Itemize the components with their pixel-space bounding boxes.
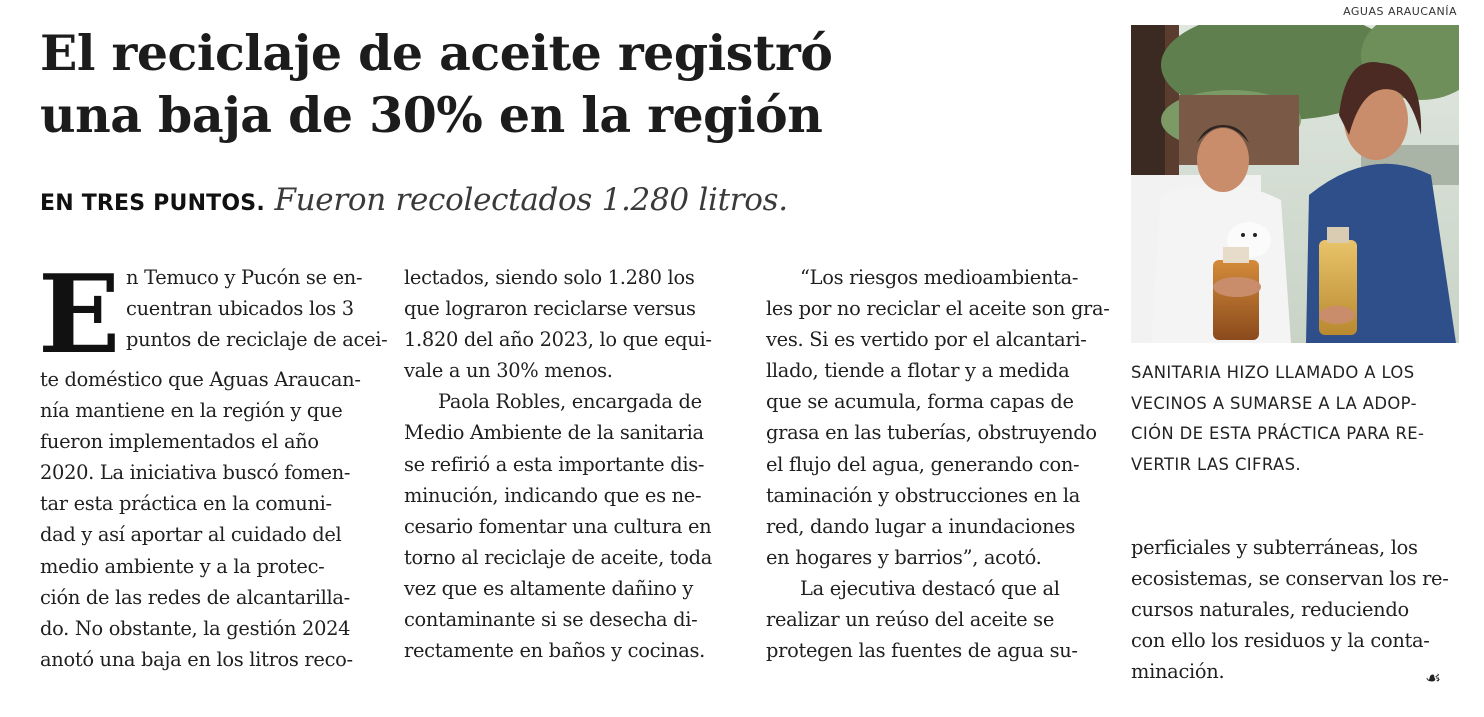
- headline-line: El reciclaje de aceite registró: [40, 24, 833, 82]
- body-line: les por no reciclar el aceite son gra-: [766, 297, 1110, 321]
- photo-caption: [1131, 358, 1467, 480]
- end-mark-icon: ☙: [1425, 668, 1442, 689]
- body-line: con ello los residuos y la conta-: [1131, 629, 1430, 653]
- body-line: contaminante si se desecha di-: [404, 608, 698, 632]
- body-line: grasa en las tuberías, obstruyendo: [766, 421, 1097, 445]
- body-line: ecosistemas, se conservan los re-: [1131, 567, 1449, 591]
- body-line: medio ambiente y a la protec-: [40, 554, 325, 578]
- body-line: “Los riesgos medioambienta-: [800, 266, 1079, 289]
- article-column-3: [766, 262, 1110, 666]
- caption-line: VERTIR LAS CIFRAS.: [1131, 454, 1302, 474]
- body-line: anotó una baja en los litros reco-: [40, 647, 353, 671]
- body-line: realizar un reúso del aceite se: [766, 608, 1054, 632]
- body-line: se refirió a esta importante dis-: [404, 452, 705, 476]
- body-line: cuentran ubicados los 3: [126, 297, 354, 321]
- body-line: tar esta práctica en la comuni-: [40, 492, 332, 516]
- article-column-1: [38, 252, 388, 675]
- body-line: rectamente en baños y cocinas.: [404, 639, 705, 663]
- article-column-4: [1131, 532, 1461, 687]
- body-line: cesario fomentar una cultura en: [404, 514, 712, 538]
- body-line: lectados, siendo solo 1.280 los: [404, 266, 695, 289]
- body-line: nía mantiene en la región y que: [40, 399, 343, 423]
- body-line: que lograron reciclarse versus: [404, 297, 696, 321]
- body-line: minución, indicando que es ne-: [404, 483, 702, 507]
- photo-illustration: [1131, 25, 1459, 343]
- body-line: 1.820 del año 2023, lo que equi-: [404, 328, 712, 352]
- body-line: cursos naturales, reduciendo: [1131, 598, 1409, 622]
- body-line: en hogares y barrios”, acotó.: [766, 545, 1042, 569]
- dek: Fueron recolectados 1.280 litros.: [274, 182, 788, 218]
- kicker: EN TRES PUNTOS.: [40, 191, 265, 216]
- body-line: perficiales y subterráneas, los: [1131, 536, 1418, 559]
- body-line: La ejecutiva destacó que al: [800, 576, 1060, 600]
- body-line: protegen las fuentes de agua su-: [766, 639, 1078, 663]
- body-line: taminación y obstrucciones en la: [766, 483, 1081, 507]
- body-line: torno al reciclaje de aceite, toda: [404, 545, 713, 569]
- body-line: do. No obstante, la gestión 2024: [40, 616, 351, 640]
- headline: [40, 22, 1100, 146]
- caption-line: SANITARIA HIZO LLAMADO A LOS: [1131, 363, 1415, 382]
- body-line: minación.: [1131, 660, 1225, 684]
- body-line: red, dando lugar a inundaciones: [766, 514, 1076, 538]
- body-line: Paola Robles, encargada de: [438, 390, 702, 414]
- body-line: ves. Si es vertido por el alcantari-: [766, 328, 1087, 352]
- caption-line: VECINOS A SUMARSE A LA ADOP-: [1131, 393, 1417, 413]
- subheadline: [40, 180, 1100, 224]
- body-line: fueron implementados el año: [40, 430, 319, 454]
- article-column-2: [404, 262, 732, 666]
- body-line: Medio Ambiente de la sanitaria: [404, 421, 704, 445]
- headline-line: una baja de 30% en la región: [40, 86, 823, 144]
- body-line: vale a un 30% menos.: [404, 359, 613, 383]
- body-line: el flujo del agua, generando con-: [766, 452, 1080, 476]
- body-line: llado, tiende a flotar y a medida: [766, 359, 1070, 383]
- article-photo: [1131, 25, 1459, 343]
- photo-credit: AGUAS ARAUCANÍA: [1343, 5, 1457, 18]
- body-line: te doméstico que Aguas Araucan-: [40, 368, 361, 391]
- body-line: que se acumula, forma capas de: [766, 390, 1074, 414]
- body-line: vez que es altamente dañino y: [404, 576, 694, 600]
- body-line: n Temuco y Pucón se en-: [126, 266, 363, 289]
- body-line: 2020. La iniciativa buscó fomen-: [40, 461, 351, 485]
- body-line: ción de las redes de alcantarilla-: [40, 585, 350, 609]
- body-line: puntos de reciclaje de acei-: [126, 328, 388, 352]
- caption-line: CIÓN DE ESTA PRÁCTICA PARA RE-: [1131, 424, 1425, 443]
- body-line: dad y así aportar al cuidado del: [40, 523, 342, 547]
- drop-cap: E: [38, 252, 121, 378]
